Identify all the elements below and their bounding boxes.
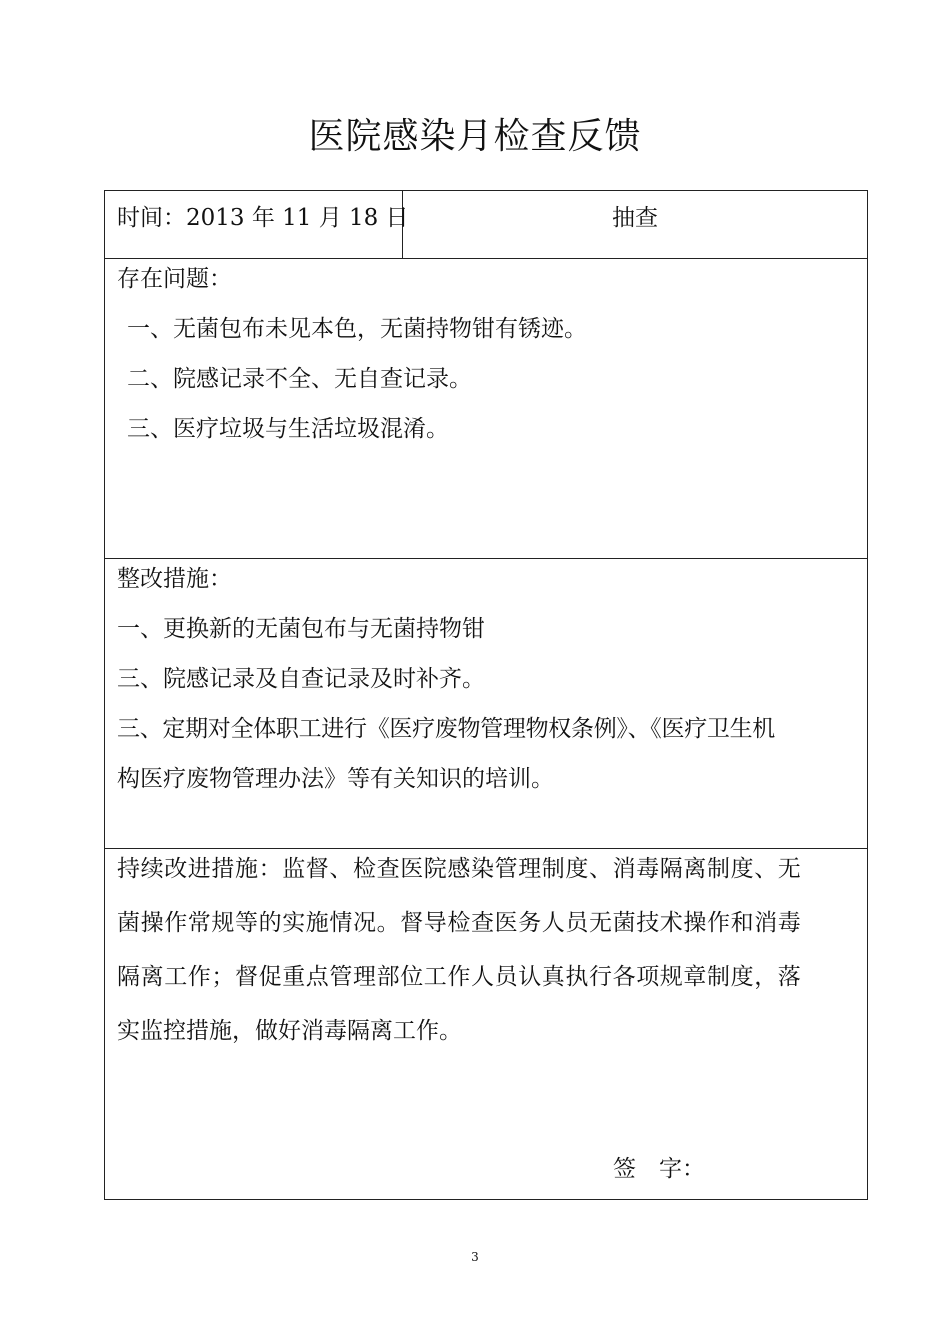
measure-line: 三、院感记录及自查记录及时补齐。 [117, 666, 485, 692]
page-number: 3 [471, 1250, 479, 1264]
improvement-line: 持续改进措施：监督、检查医院感染管理制度、消毒隔离制度、无 [117, 856, 802, 882]
time-label: 时间：2013 年 11 月 18 日 [117, 205, 409, 231]
improvement-row [105, 849, 867, 1199]
problem-item: 一、无菌包布未见本色，无菌持物钳有锈迹。 [127, 316, 587, 342]
header-row [105, 191, 867, 259]
problem-item: 二、院感记录不全、无自查记录。 [127, 366, 472, 392]
problems-row [105, 259, 867, 559]
measure-line: 构医疗废物管理办法》等有关知识的培训。 [117, 766, 554, 792]
time-cell [105, 191, 409, 258]
improvement-line: 菌操作常规等的实施情况。督导检查医务人员无菌技术操作和消毒 [117, 910, 802, 936]
problems-heading: 存在问题： [117, 266, 232, 292]
feedback-table [104, 190, 868, 1200]
type-cell [403, 191, 867, 258]
measures-row [105, 559, 867, 849]
measure-line: 一、更换新的无菌包布与无菌持物钳 [117, 616, 485, 642]
measures-heading: 整改措施： [117, 566, 232, 592]
improvement-line: 实监控措施，做好消毒隔离工作。 [117, 1018, 462, 1044]
document-title: 医院感染月检查反馈 [308, 116, 642, 157]
type-label: 抽查 [612, 205, 658, 231]
signature-label: 签 字： [613, 1156, 705, 1182]
improvement-line: 隔离工作；督促重点管理部位工作人员认真执行各项规章制度，落 [117, 964, 802, 990]
problem-item: 三、医疗垃圾与生活垃圾混淆。 [127, 416, 449, 442]
measure-line: 三、定期对全体职工进行《医疗废物管理物权条例》、《医疗卫生机 [117, 716, 776, 742]
